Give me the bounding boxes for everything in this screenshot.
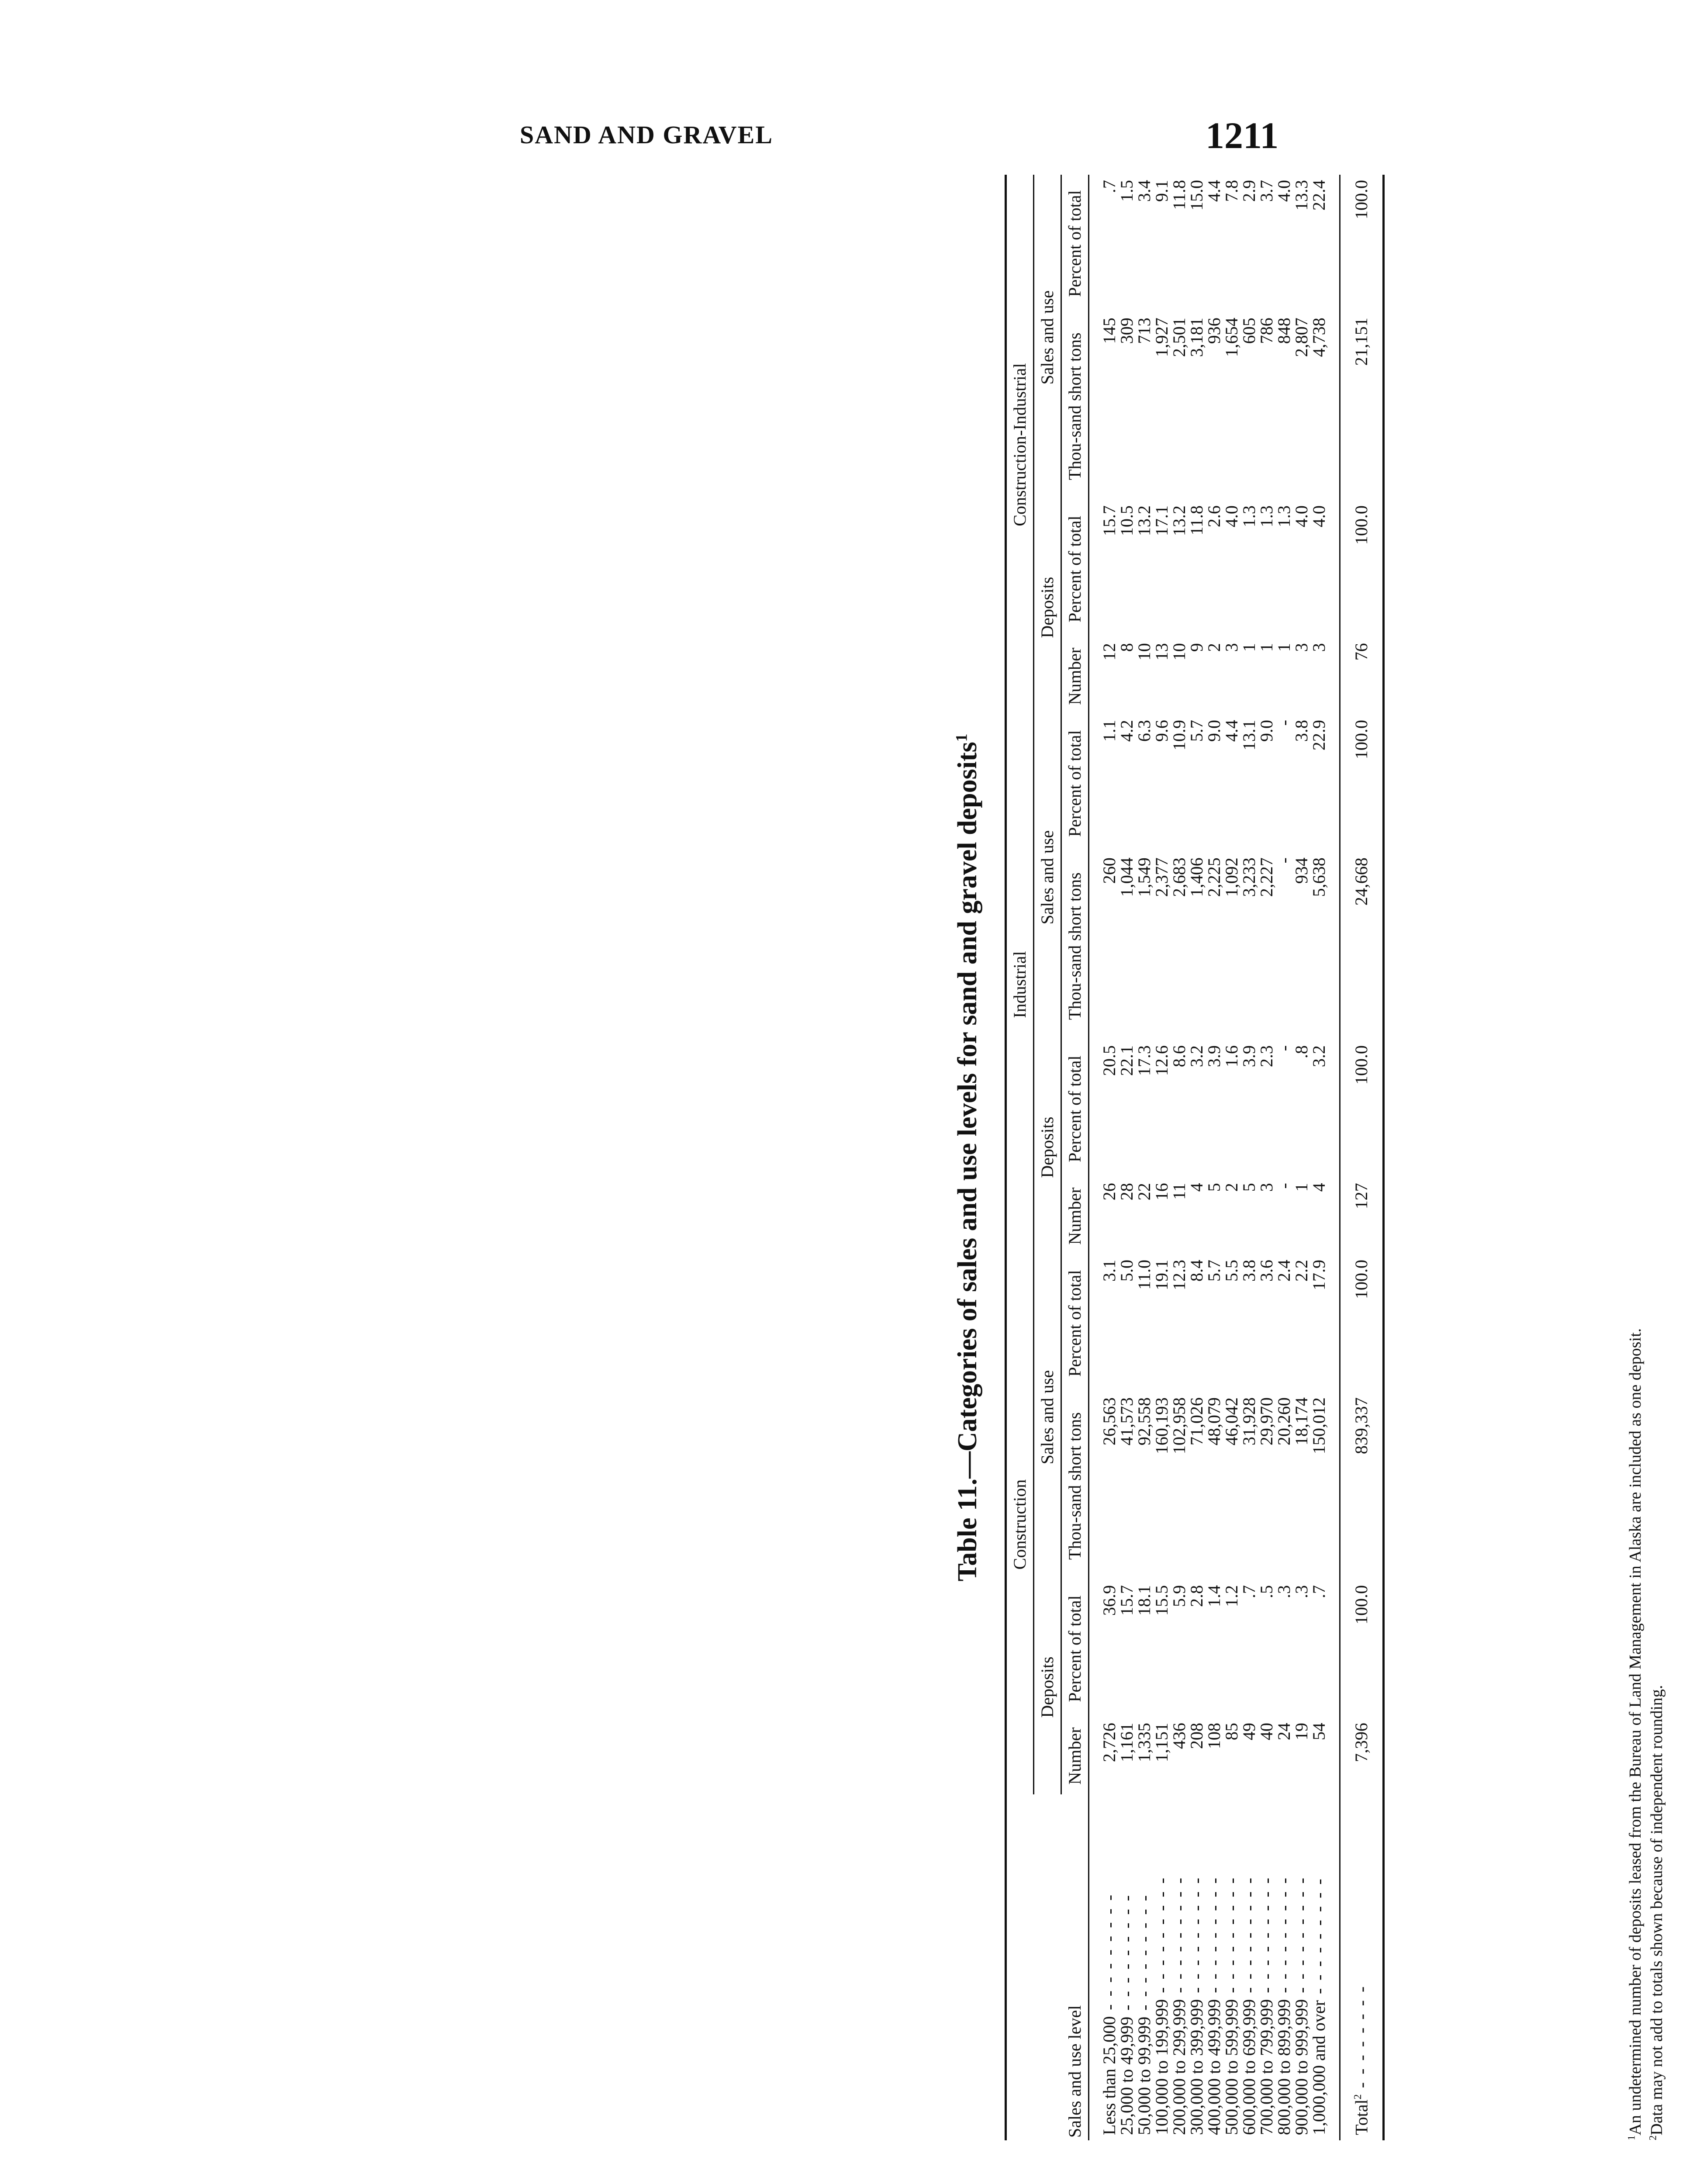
- subgroup-sales-and-use: Sales and use: [1034, 1254, 1061, 1580]
- subgroup-sales-and-use: Sales and use: [1034, 175, 1061, 500]
- table-cell: 1,406: [1187, 857, 1206, 897]
- table-cell: .8: [1292, 1045, 1311, 1059]
- table-cell: 85: [1222, 1723, 1241, 1741]
- table-cell: .7: [1239, 1585, 1259, 1599]
- table-cell: 2: [1204, 643, 1224, 652]
- table-cell: 31,928: [1239, 1397, 1259, 1446]
- table-cell: 18.1: [1134, 1585, 1154, 1616]
- table-cell: 24,668: [1340, 852, 1384, 1040]
- table-cell: 13.1: [1239, 720, 1259, 751]
- table-cell: 5,638: [1309, 857, 1329, 897]
- table-cell: 1.3: [1274, 505, 1294, 528]
- table-cell: 5.7: [1187, 720, 1206, 742]
- table-cell: 18,174: [1292, 1397, 1311, 1446]
- table-row: [1310, 175, 1340, 2140]
- table-cell: 3.9: [1204, 1045, 1224, 1068]
- row-label-text: 800,000 to 899,999: [1274, 1999, 1294, 2135]
- table-cell: 2: [1222, 1183, 1241, 1192]
- table-cell: 13.3: [1292, 180, 1311, 211]
- table-cell: .7: [1309, 1585, 1329, 1599]
- table-cell: 3.2: [1187, 1045, 1206, 1068]
- table-cell: 150,012: [1309, 1397, 1329, 1455]
- table-cell: 9.0: [1204, 720, 1224, 742]
- row-label: [1310, 1794, 1340, 2140]
- row-label: [1171, 1794, 1188, 2140]
- table-cell: 4: [1187, 1183, 1206, 1192]
- table-cell: 786: [1257, 318, 1276, 344]
- table-cell: 11.8: [1169, 180, 1189, 210]
- table-cell: 12: [1099, 643, 1119, 661]
- row-label: [1258, 1794, 1275, 2140]
- table-cell: 1: [1292, 1183, 1311, 1192]
- table-cell: 4.0: [1309, 505, 1329, 528]
- table-cell: 10.5: [1117, 505, 1137, 536]
- row-label: [1223, 1794, 1240, 2140]
- leader-dots: - - - - - - - - -: [1204, 1876, 1224, 1999]
- footnote-text: An undetermined number of deposits leased from the Bureau of Land Management in Alaska are included as one deposit.: [1626, 1328, 1645, 2136]
- page-number: 1211: [1206, 114, 1279, 156]
- footnotes: [1625, 175, 1668, 2140]
- table-cell: 1.5: [1117, 180, 1137, 202]
- row-label: [1240, 1794, 1258, 2140]
- footnote-1: [1625, 175, 1646, 2140]
- table-cell: 22.4: [1309, 180, 1329, 211]
- table-title: [952, 175, 983, 2140]
- row-label-text: 50,000 to 99,999: [1134, 2016, 1154, 2135]
- subgroup-deposits: Deposits: [1034, 1040, 1061, 1254]
- table-cell: -: [1274, 1183, 1294, 1189]
- table-cell: 11.8: [1187, 505, 1206, 536]
- table-cell: 1.3: [1239, 505, 1259, 528]
- leader-dots: - - - - - - - - -: [1117, 1893, 1137, 2017]
- table-cell: 24: [1274, 1723, 1294, 1741]
- rotated-table-block: [952, 175, 1686, 2140]
- table-cell: 10.9: [1169, 720, 1189, 751]
- table-cell: 4.0: [1274, 180, 1294, 202]
- row-label: [1206, 1794, 1223, 2140]
- table-cell: 1: [1257, 643, 1276, 652]
- table-cell: 8.4: [1187, 1260, 1206, 1282]
- table-cell: .3: [1292, 1585, 1311, 1599]
- table-cell: 3: [1309, 643, 1329, 652]
- row-label-text: Less than 25,000: [1099, 2016, 1119, 2135]
- subgroup-deposits: Deposits: [1034, 500, 1061, 715]
- table-cell: 20.5: [1099, 1045, 1119, 1076]
- table-cell: 41,573: [1117, 1397, 1137, 1446]
- table-cell: 1,044: [1117, 857, 1137, 897]
- leader-dots: - - - - - - - -: [1351, 1984, 1372, 2094]
- row-label-text: 100,000 to 199,999: [1152, 1999, 1171, 2135]
- table-cell: 936: [1204, 318, 1224, 344]
- table-cell: 4.4: [1222, 720, 1241, 742]
- footnote-mark: 2: [1647, 2135, 1658, 2140]
- table-cell: 160,193: [1152, 1397, 1171, 1455]
- table-cell: 2,683: [1169, 857, 1189, 897]
- table-cell: 8: [1117, 643, 1137, 652]
- table-row: [1258, 175, 1275, 2140]
- table-cell: 10: [1169, 643, 1189, 661]
- row-label-text: 400,000 to 499,999: [1204, 1999, 1224, 2135]
- footnote-text: Data may not add to totals shown because of independent rounding.: [1648, 1685, 1666, 2136]
- leader-dots: - - - - - - - - -: [1152, 1876, 1171, 1999]
- table-cell: 12.3: [1169, 1260, 1189, 1291]
- table-cell: 100.0: [1340, 1580, 1384, 1717]
- table-cell: 848: [1274, 318, 1294, 344]
- table-cell: 3,181: [1187, 318, 1206, 357]
- table-cell: 208: [1187, 1723, 1206, 1749]
- row-label: [1153, 1794, 1171, 2140]
- table-cell: 26: [1099, 1183, 1119, 1201]
- table-cell: 10: [1134, 643, 1154, 661]
- row-label: [1275, 1794, 1293, 2140]
- table-cell: -: [1274, 720, 1294, 726]
- table-cell: 46,042: [1222, 1397, 1241, 1446]
- column-header-tons: Thou-sand short tons: [1061, 852, 1089, 1040]
- table-cell: 5.9: [1169, 1585, 1189, 1607]
- table-cell: 13: [1152, 643, 1171, 661]
- table-row: [1118, 175, 1136, 2140]
- table-cell: 3.8: [1292, 720, 1311, 742]
- table-cell: 100.0: [1340, 1040, 1384, 1178]
- table-cell: 54: [1309, 1723, 1329, 1741]
- table-cell: 1,654: [1222, 318, 1241, 357]
- subgroup-sales-and-use: Sales and use: [1034, 715, 1061, 1040]
- table-body: [1089, 175, 1384, 2140]
- table-cell: 9: [1187, 643, 1206, 652]
- table-cell: 26,563: [1099, 1397, 1119, 1446]
- table-cell: 13.2: [1169, 505, 1189, 536]
- table-cell: 1,092: [1222, 857, 1241, 897]
- table-cell: 92,558: [1134, 1397, 1154, 1446]
- leader-dots: - - - - - - - - -: [1222, 1876, 1241, 1999]
- row-label-text: Total: [1351, 2099, 1372, 2135]
- table-cell: 3.2: [1309, 1045, 1329, 1068]
- table-cell: 1.4: [1204, 1585, 1224, 1607]
- table-cell: 2,225: [1204, 857, 1224, 897]
- table-cell: 49: [1239, 1723, 1259, 1741]
- table-cell: 2,726: [1099, 1723, 1119, 1762]
- table-cell: 19.1: [1152, 1260, 1171, 1291]
- table-cell: 6.3: [1134, 720, 1154, 742]
- table-cell: 22.9: [1309, 720, 1329, 751]
- table-cell: .7: [1099, 180, 1119, 193]
- table-cell: 4,738: [1309, 318, 1329, 357]
- group-header-industrial: Industrial: [1006, 715, 1034, 1254]
- table-cell: 3: [1292, 643, 1311, 652]
- table-cell: 3.4: [1134, 180, 1154, 202]
- table-cell: 108: [1204, 1723, 1224, 1749]
- stub-header: Sales and use level: [1006, 1794, 1089, 2140]
- table-cell: -: [1274, 1045, 1294, 1051]
- leader-dots: - - - - - - - - -: [1309, 1877, 1329, 2001]
- table-cell: 15.5: [1152, 1585, 1171, 1616]
- table-cell: 4.2: [1117, 720, 1137, 742]
- row-label-text: 300,000 to 399,999: [1187, 1999, 1206, 2135]
- table-row: [1206, 175, 1223, 2140]
- table-cell: 2,227: [1257, 857, 1276, 897]
- table-cell: 100.0: [1340, 500, 1384, 638]
- table-cell: 605: [1239, 318, 1259, 344]
- running-head: SAND AND GRAVEL: [520, 121, 774, 149]
- table-cell: 4: [1309, 1183, 1329, 1192]
- row-label: [1136, 1794, 1153, 2140]
- row-label-text: 500,000 to 599,999: [1222, 1999, 1241, 2135]
- table-cell: 2.6: [1204, 505, 1224, 528]
- table-cell: 1.3: [1257, 505, 1276, 528]
- leader-dots: - - - - - - - - -: [1239, 1876, 1259, 1999]
- row-label-text: 700,000 to 799,999: [1257, 1999, 1276, 2135]
- group-header-construction: Construction: [1006, 1254, 1034, 1794]
- row-label-text: 25,000 to 49,999: [1117, 2016, 1137, 2135]
- table-total-row: [1340, 175, 1384, 2140]
- table-cell: 1: [1274, 643, 1294, 652]
- table-cell: 2,807: [1292, 318, 1311, 357]
- table-cell: 100.0: [1340, 715, 1384, 852]
- group-header-construction-industrial: Construction-Industrial: [1006, 175, 1034, 715]
- table-cell: 15.7: [1117, 1585, 1137, 1616]
- table-cell: 5.5: [1222, 1260, 1241, 1282]
- row-label-text: 200,000 to 299,999: [1169, 1999, 1189, 2135]
- column-header-number: Number: [1061, 1178, 1089, 1254]
- table-cell: 2.4: [1274, 1260, 1294, 1282]
- table-cell: 11: [1169, 1183, 1189, 1200]
- leader-dots: - - - - - - - - -: [1274, 1876, 1294, 1999]
- table-row: [1293, 175, 1310, 2140]
- table-cell: 102,958: [1169, 1397, 1189, 1455]
- table-title-text: Table 11.—Categories of sales and use levels for sand and gravel deposits: [953, 742, 982, 1582]
- table-cell: 11.0: [1134, 1260, 1154, 1290]
- table-cell: 2,501: [1169, 318, 1189, 357]
- table-cell: 145: [1099, 318, 1119, 344]
- leader-dots: - - - - - - - - -: [1187, 1876, 1206, 1999]
- table-cell: 40: [1257, 1723, 1276, 1741]
- column-header-number: Number: [1061, 638, 1089, 715]
- table-cell: 3.7: [1257, 180, 1276, 202]
- leader-dots: - - - - - - - - -: [1134, 1893, 1154, 2017]
- table-cell: 260: [1099, 857, 1119, 884]
- table-cell: 1.6: [1222, 1045, 1241, 1068]
- table-cell: 7.8: [1222, 180, 1241, 202]
- table-cell: 9.1: [1152, 180, 1171, 202]
- table-cell: 100.0: [1340, 175, 1384, 312]
- column-header-tons: Thou-sand short tons: [1061, 312, 1089, 500]
- table-cell: 3: [1257, 1183, 1276, 1192]
- column-header-percent: Percent of total: [1061, 715, 1089, 852]
- table-cell: 21,151: [1340, 312, 1384, 500]
- table-row: [1275, 175, 1293, 2140]
- table-cell: 22.1: [1117, 1045, 1137, 1076]
- table-cell: 934: [1292, 857, 1311, 884]
- column-header-percent: Percent of total: [1061, 1580, 1089, 1717]
- table-cell: 713: [1134, 318, 1154, 344]
- table-cell: 2.9: [1239, 180, 1259, 202]
- table-cell: 76: [1340, 638, 1384, 715]
- table-cell: 5.0: [1117, 1260, 1137, 1282]
- row-label-text: 1,000,000 and over: [1309, 2000, 1329, 2135]
- table-row: [1223, 175, 1240, 2140]
- table-cell: 3: [1222, 643, 1241, 652]
- footnote-2: [1646, 175, 1668, 2140]
- table-cell: 7,396: [1340, 1717, 1384, 1794]
- table-cell: 13.2: [1134, 505, 1154, 536]
- table-cell: 2.8: [1187, 1585, 1206, 1607]
- data-table: [1005, 175, 1385, 2140]
- leader-dots: - - - - - - - - -: [1257, 1876, 1276, 1999]
- table-cell: 36.9: [1099, 1585, 1119, 1616]
- table-cell: 22: [1134, 1183, 1154, 1201]
- table-row: [1089, 175, 1119, 2140]
- table-cell: 1,161: [1117, 1723, 1137, 1762]
- table-cell: 29,970: [1257, 1397, 1276, 1446]
- total-footnote-mark: 2: [1352, 2094, 1364, 2100]
- table-cell: 71,026: [1187, 1397, 1206, 1446]
- table-cell: 3.6: [1257, 1260, 1276, 1282]
- table-cell: 839,337: [1340, 1392, 1384, 1580]
- table-cell: 1,335: [1134, 1723, 1154, 1762]
- row-label: [1089, 1794, 1119, 2140]
- table-cell: 1.2: [1222, 1585, 1241, 1607]
- table-cell: 3.8: [1239, 1260, 1259, 1282]
- row-label-text: 900,000 to 999,999: [1292, 1999, 1311, 2135]
- column-header-number: Number: [1061, 1717, 1089, 1794]
- leader-dots: - - - - - - - - -: [1099, 1893, 1119, 2016]
- row-label: [1293, 1794, 1310, 2140]
- table-cell: 8.6: [1169, 1045, 1189, 1068]
- table-row: [1188, 175, 1206, 2140]
- column-header-percent: Percent of total: [1061, 1040, 1089, 1178]
- leader-dots: - - - - - - - - -: [1169, 1876, 1189, 1999]
- table-cell: 5: [1239, 1183, 1259, 1192]
- column-header-tons: Thou-sand short tons: [1061, 1392, 1089, 1580]
- column-header-percent: Percent of total: [1061, 175, 1089, 312]
- row-label: [1340, 1794, 1384, 2140]
- table-cell: 1,549: [1134, 857, 1154, 897]
- table-cell: 20,260: [1274, 1397, 1294, 1446]
- table-cell: 4.4: [1204, 180, 1224, 202]
- table-cell: 1: [1239, 643, 1259, 652]
- table-cell: 15.0: [1187, 180, 1206, 211]
- table-cell: 19: [1292, 1723, 1311, 1741]
- table-cell: 3.1: [1099, 1260, 1119, 1282]
- column-header-percent: Percent of total: [1061, 500, 1089, 638]
- subgroup-deposits: Deposits: [1034, 1580, 1061, 1794]
- table-cell: 4.0: [1292, 505, 1311, 528]
- table-cell: 17.1: [1152, 505, 1171, 536]
- table-cell: 1.1: [1099, 720, 1119, 742]
- column-header-percent: Percent of total: [1061, 1254, 1089, 1392]
- table-cell: 1,151: [1152, 1723, 1171, 1762]
- row-label-text: 600,000 to 699,999: [1239, 1999, 1259, 2135]
- table-cell: 3,233: [1239, 857, 1259, 897]
- table-cell: 4.0: [1222, 505, 1241, 528]
- table-cell: 12.6: [1152, 1045, 1171, 1076]
- table-cell: 17.9: [1309, 1260, 1329, 1291]
- table-cell: 5.7: [1204, 1260, 1224, 1282]
- table-cell: 2,377: [1152, 857, 1171, 897]
- table-cell: .3: [1274, 1585, 1294, 1599]
- row-label: [1118, 1794, 1136, 2140]
- table-row: [1153, 175, 1171, 2140]
- table-cell: 28: [1117, 1183, 1137, 1201]
- table-cell: 48,079: [1204, 1397, 1224, 1446]
- table-cell: 436: [1169, 1723, 1189, 1749]
- table-cell: 17.3: [1134, 1045, 1154, 1076]
- table-cell: 3.9: [1239, 1045, 1259, 1068]
- table-cell: 16: [1152, 1183, 1171, 1201]
- leader-dots: - - - - - - - - -: [1292, 1876, 1311, 1999]
- footnote-mark: 1: [1626, 2135, 1637, 2140]
- table-cell: 100.0: [1340, 1254, 1384, 1392]
- table-cell: 5: [1204, 1183, 1224, 1192]
- row-label: [1188, 1794, 1206, 2140]
- table-cell: 2.2: [1292, 1260, 1311, 1282]
- table-cell: 2.3: [1257, 1045, 1276, 1068]
- table-row: [1240, 175, 1258, 2140]
- table-row: [1136, 175, 1153, 2140]
- table-cell: 9.6: [1152, 720, 1171, 742]
- table-cell: 9.0: [1257, 720, 1276, 742]
- table-cell: 15.7: [1099, 505, 1119, 536]
- table-cell: 1,927: [1152, 318, 1171, 357]
- table-cell: -: [1274, 857, 1294, 864]
- table-cell: .5: [1257, 1585, 1276, 1599]
- table-row: [1171, 175, 1188, 2140]
- table-title-footnote-mark: 1: [953, 733, 971, 742]
- table-cell: 127: [1340, 1178, 1384, 1254]
- table-cell: 309: [1117, 318, 1137, 344]
